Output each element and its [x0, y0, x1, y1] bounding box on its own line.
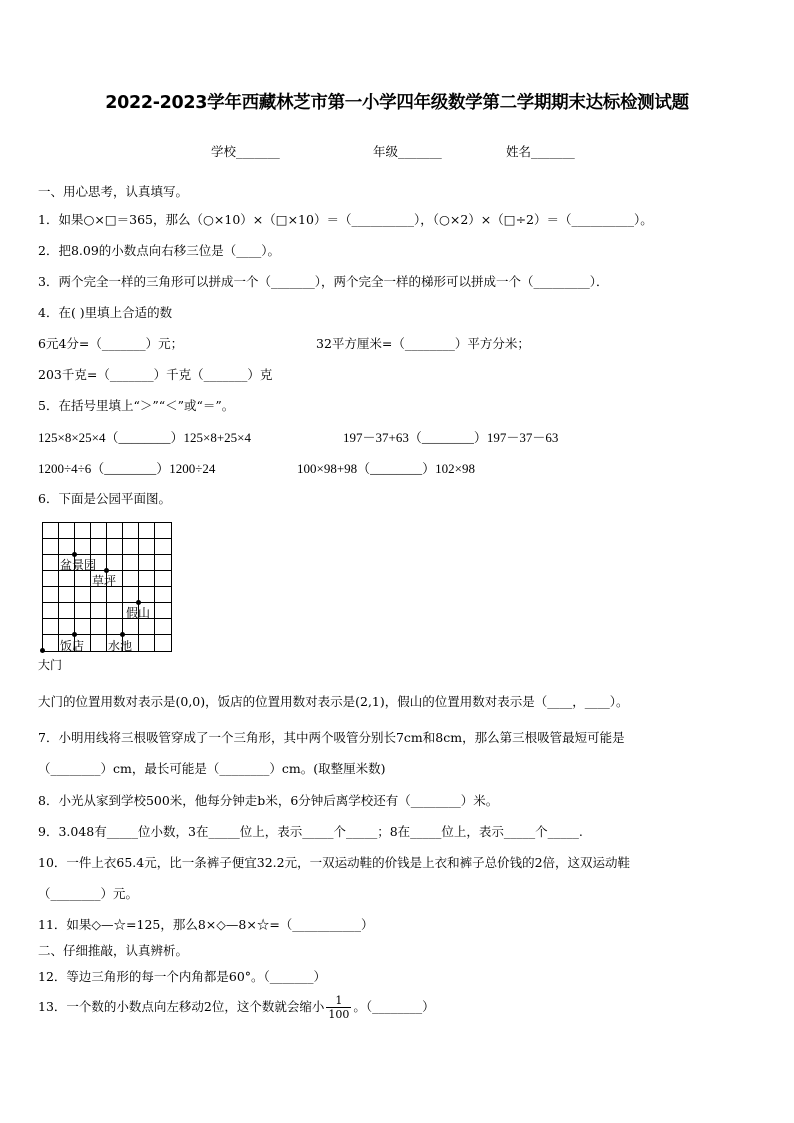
- question-10-line1: 10．一件上衣65.4元，比一条裤子便宜32.2元，一双运动鞋的价钱是上衣和裤子总价钱的2倍，这双运动鞋: [38, 855, 631, 870]
- grade-field[interactable]: 年级_______: [373, 144, 442, 159]
- fandian-label: 饭店: [60, 639, 85, 653]
- section-1-heading: 一、用心思考，认真填写。: [38, 184, 189, 199]
- school-field[interactable]: 学校_______: [211, 144, 280, 159]
- shuichi-label: 水池: [108, 639, 133, 653]
- question-4: 4．在( )里填上合适的数: [38, 305, 173, 320]
- penjing-label: 盆景园: [60, 558, 97, 572]
- question-6: 6．下面是公园平面图。: [38, 491, 171, 506]
- question-5a: 125×8×25×4（________）125×8+25×4: [38, 430, 251, 445]
- fraction-one-hundredth: [326, 994, 351, 1021]
- question-1: 1．如果○×□＝365，那么（○×10）×（□×10）＝（__________），（○×2）×（□÷2）＝（__________）。: [38, 212, 653, 227]
- question-2: 2．把8.09的小数点向右移三位是（____）。: [38, 243, 281, 258]
- section-2-heading: 二、仔细推敲，认真辨析。: [38, 943, 189, 958]
- fraction-numerator: 1: [326, 994, 351, 1008]
- question-6-text: 大门的位置用数对表示是(0,0)，饭店的位置用数对表示是(2,1)，假山的位置用数对表示是（____，____）。: [38, 694, 629, 709]
- page-title: 2022-2023学年西藏林芝市第一小学四年级数学第二学期期末达标检测试题: [105, 93, 689, 113]
- question-10-line2: （________）元。: [38, 886, 139, 901]
- damen-point: [40, 648, 45, 653]
- question-9: 9．3.048有_____位小数，3在_____位上，表示_____个_____；8在_____位上，表示_____个_____.: [38, 824, 583, 839]
- question-13-text: 13．一个数的小数点向左移动2位，这个数就会缩小: [38, 999, 325, 1014]
- question-5d: 100×98+98（________）102×98: [297, 461, 475, 476]
- question-12: 12．等边三角形的每一个内角都是60°。（_______）: [38, 969, 327, 984]
- question-4b: 32平方厘米=（________）平方分米；: [316, 336, 530, 351]
- question-5: 5．在括号里填上“＞”“＜”或“＝”。: [38, 398, 235, 413]
- question-5c: 1200÷4÷6（________）1200÷24: [38, 461, 216, 476]
- damen-label: 大门: [38, 658, 63, 672]
- question-11: 11．如果◇—☆=125，那么8×◇—8×☆=（___________）: [38, 917, 374, 932]
- caoping-label: 草坪: [92, 574, 117, 588]
- question-4a: 6元4分=（_______）元；: [38, 336, 184, 351]
- fraction-denominator: 100: [328, 1008, 350, 1021]
- question-13: [38, 994, 435, 1021]
- jiashan-label: 假山: [126, 606, 151, 620]
- question-3: 3．两个完全一样的三角形可以拼成一个（_______），两个完全一样的梯形可以拼成一个（_________）．: [38, 274, 609, 289]
- question-13-answer: 。（________）: [353, 999, 435, 1014]
- question-7-line2: （________）cm，最长可能是（________）cm。(取整厘米数): [38, 761, 386, 776]
- question-8: 8．小光从家到学校500米，他每分钟走b米，6分钟后离学校还有（________）米。: [38, 793, 499, 808]
- question-5b: 197－37+63（________）197－37－63: [343, 430, 559, 445]
- question-7-line1: 7．小明用线将三根吸管穿成了一个三角形，其中两个吸管分别长7cm和8cm，那么第三根吸管最短可能是: [38, 730, 625, 745]
- park-map: [42, 522, 172, 652]
- question-4c: 203千克=（_______）千克（_______）克: [38, 367, 273, 382]
- name-field[interactable]: 姓名_______: [506, 144, 575, 159]
